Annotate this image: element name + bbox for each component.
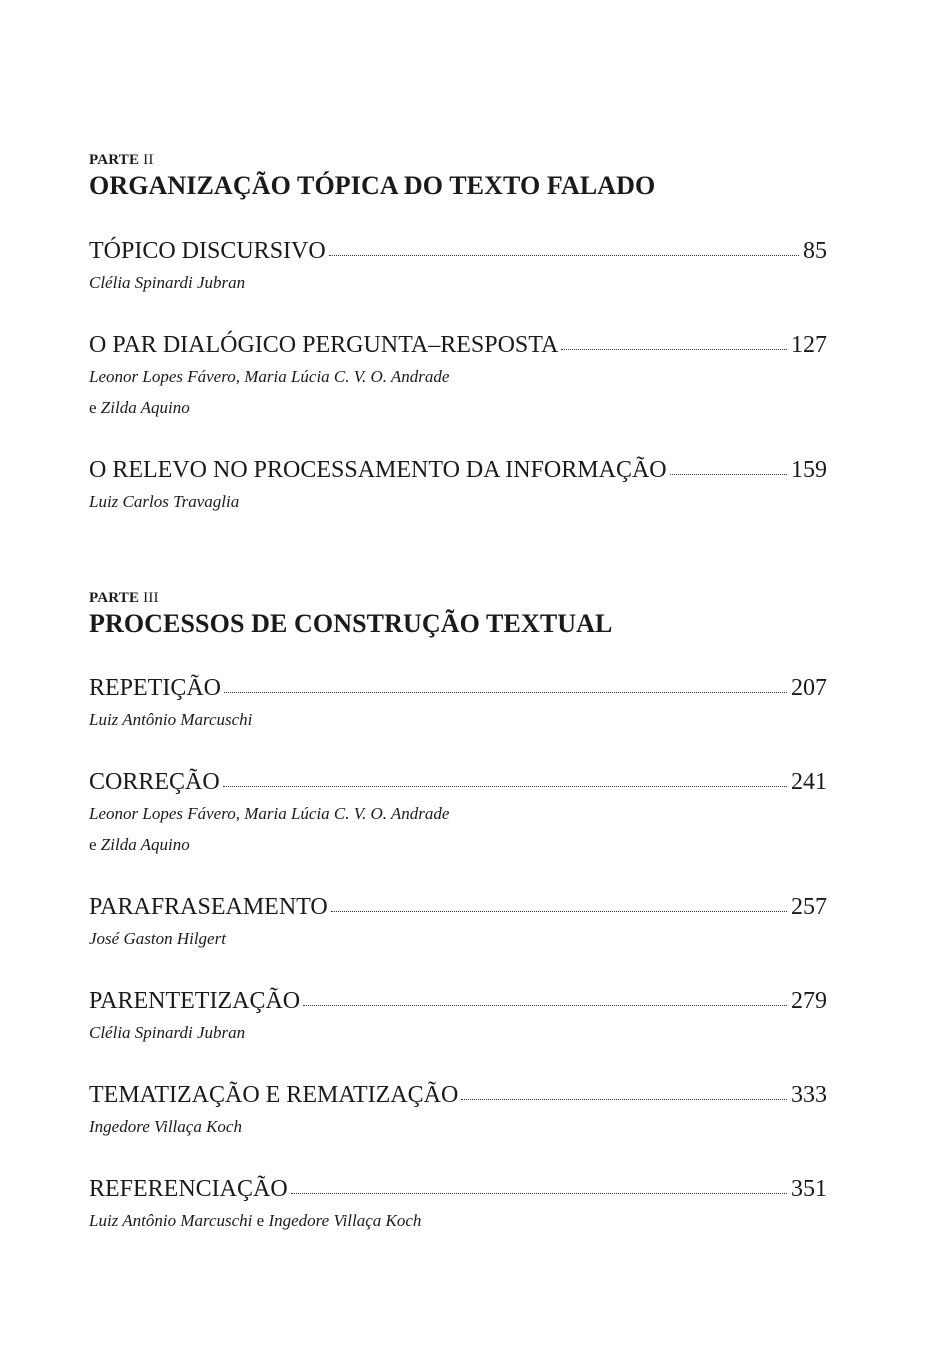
entry-authors — [89, 798, 827, 860]
author-text: Ingedore Villaça Koch — [89, 1117, 242, 1136]
entry-title[interactable]: REPETIÇÃO — [89, 675, 221, 701]
part-title: ORGANIZAÇÃO TÓPICA DO TEXTO FALADO — [89, 171, 656, 200]
entry-line[interactable] — [89, 1174, 827, 1204]
page-number[interactable]: 279 — [791, 988, 827, 1014]
part-label — [89, 589, 827, 607]
page-number[interactable]: 85 — [803, 238, 827, 264]
author-text: Zilda Aquino — [96, 398, 190, 417]
entry-title[interactable]: TÓPICO DISCURSIVO — [89, 238, 326, 264]
entry-line[interactable] — [89, 330, 827, 360]
author-line — [89, 923, 827, 954]
entry-authors — [89, 923, 827, 954]
part-heading — [89, 589, 827, 640]
author-conjunction: e — [252, 1211, 269, 1230]
dot-leader — [291, 1192, 787, 1194]
author-line — [89, 486, 827, 517]
page-number[interactable]: 257 — [791, 894, 827, 920]
entry-line[interactable] — [89, 1080, 827, 1110]
dot-leader — [224, 691, 787, 693]
entry-line[interactable] — [89, 673, 827, 703]
page-number[interactable]: 351 — [791, 1176, 827, 1202]
part-heading — [89, 151, 827, 202]
entry-authors — [89, 704, 827, 735]
dot-leader — [670, 473, 787, 475]
author-line — [89, 704, 827, 735]
author-line — [89, 798, 827, 829]
entry-line[interactable] — [89, 236, 827, 266]
entry-title[interactable]: TEMATIZAÇÃO E REMATIZAÇÃO — [89, 1082, 459, 1108]
toc-entry[interactable] — [89, 673, 827, 735]
entry-title[interactable]: REFERENCIAÇÃO — [89, 1176, 288, 1202]
part-label-word: PARTE — [89, 590, 140, 606]
author-line — [89, 1205, 827, 1236]
entry-line[interactable] — [89, 986, 827, 1016]
author-text: Ingedore Villaça Koch — [268, 1211, 422, 1230]
dot-leader — [461, 1098, 787, 1100]
page-number[interactable]: 127 — [791, 332, 827, 358]
entry-line[interactable] — [89, 767, 827, 797]
toc-entry[interactable] — [89, 1080, 827, 1142]
author-text: Luiz Carlos Travaglia — [89, 492, 240, 511]
toc-entry[interactable] — [89, 1174, 827, 1236]
dot-leader — [303, 1004, 787, 1006]
author-text: Leonor Lopes Fávero, Maria Lúcia C. V. O. Andrade — [89, 367, 450, 386]
page-number[interactable]: 241 — [791, 769, 827, 795]
entry-title[interactable]: O PAR DIALÓGICO PERGUNTA–RESPOSTA — [89, 332, 559, 358]
author-text: Clélia Spinardi Jubran — [89, 273, 246, 292]
author-conjunction: e — [89, 398, 97, 417]
entry-title[interactable]: O RELEVO NO PROCESSAMENTO DA INFORMAÇÃO — [89, 457, 667, 483]
toc-entry[interactable] — [89, 330, 827, 423]
toc-entry[interactable] — [89, 455, 827, 517]
toc-entry[interactable] — [89, 986, 827, 1048]
author-text: Luiz Antônio Marcuschi — [89, 1211, 253, 1230]
entry-authors — [89, 486, 827, 517]
entry-authors — [89, 1017, 827, 1048]
author-text: Luiz Antônio Marcuschi — [89, 710, 253, 729]
toc-entry[interactable] — [89, 236, 827, 298]
toc-entry[interactable] — [89, 892, 827, 954]
author-line — [89, 392, 827, 423]
entry-title[interactable]: PARAFRASEAMENTO — [89, 894, 328, 920]
author-line — [89, 829, 827, 860]
entry-title[interactable]: CORREÇÃO — [89, 769, 220, 795]
dot-leader — [223, 785, 787, 787]
part-label — [89, 151, 827, 169]
toc-entry[interactable] — [89, 767, 827, 860]
author-line — [89, 361, 827, 392]
dot-leader — [329, 254, 799, 256]
part-label-number: III — [143, 590, 159, 606]
dot-leader — [561, 348, 787, 350]
page-number[interactable]: 207 — [791, 675, 827, 701]
entry-title[interactable]: PARENTETIZAÇÃO — [89, 988, 301, 1014]
part-label-number: II — [143, 152, 154, 168]
page-number[interactable]: 333 — [791, 1082, 827, 1108]
author-line — [89, 1017, 827, 1048]
entry-authors — [89, 361, 827, 423]
page-number[interactable]: 159 — [791, 457, 827, 483]
author-conjunction: e — [89, 835, 97, 854]
author-text: Zilda Aquino — [96, 835, 190, 854]
author-text: José Gaston Hilgert — [89, 929, 226, 948]
author-text: Clélia Spinardi Jubran — [89, 1023, 246, 1042]
part-title: PROCESSOS DE CONSTRUÇÃO TEXTUAL — [89, 609, 613, 638]
author-text: Leonor Lopes Fávero, Maria Lúcia C. V. O. Andrade — [89, 804, 450, 823]
entry-line[interactable] — [89, 455, 827, 485]
part-label-word: PARTE — [89, 152, 140, 168]
entry-authors — [89, 1205, 827, 1236]
entry-line[interactable] — [89, 892, 827, 922]
dot-leader — [331, 910, 787, 912]
author-line — [89, 267, 827, 298]
entry-authors — [89, 267, 827, 298]
entry-authors — [89, 1111, 827, 1142]
author-line — [89, 1111, 827, 1142]
